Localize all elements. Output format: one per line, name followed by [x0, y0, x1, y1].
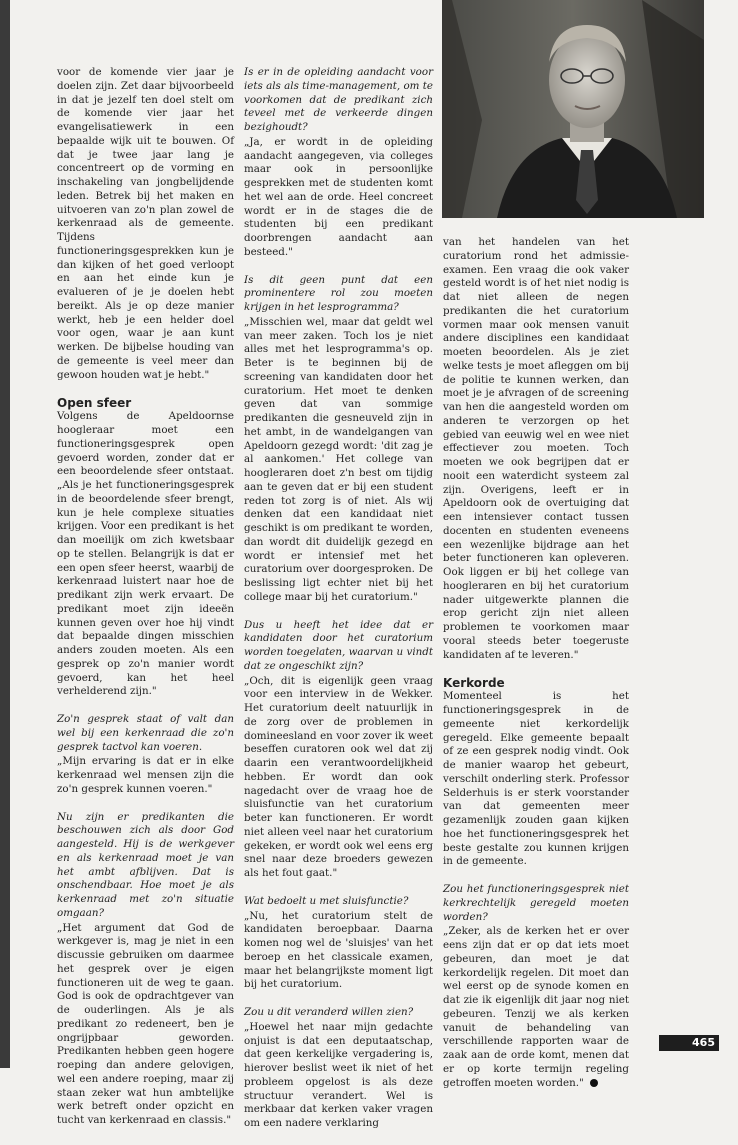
- body-text: „Och, dit is eigenlijk geen vraag voor een interview in de Wekker. Het curatorium deelt natuurlijk in de zorg over de problemen in domineesland en voor zover ik weet beseffen curatoren ook wel dat zij daarin een verantwoordelijkheid hebben. Er wordt dan ook nagedacht over de vraag hoe de sluisfunctie van het curatorium beter kan functioneren. Er wordt niet alleen veel naar het curatorium gekeken, er wordt ook wel eens erg snel naar deze broeders gewezen als het fout gaat.": [244, 674, 433, 879]
- body-text: Volgens de Apeldoornse hoogleraar moet een functioneringsgesprek open gevoerd worden, zonder dat er een beoordelende sfeer ontstaat. „Als je het functioneringsgesprek in de beoordelende sfeer brengt, kun je hele complexe situaties krijgen. Voor een predikant is het dan moeilijk om zich kwetsbaar op te stellen. Belangrijk is dat er een open sfeer heerst, waarbij de kerkenraad luistert naar hoe de predikant zijn werk ervaart. De predikant moet zijn ideeën kunnen geven over hoe hij vindt dat bepaalde dingen misschien anders zouden moeten. Als een gesprek op zo'n manier wordt gevoerd, kan het heel verhelderend zijn.": [57, 410, 234, 698]
- body-text: „Ja, er wordt in de opleiding aandacht aangegeven, via colleges maar ook in persoonlijke gesprekken met de studenten komt het wel aan de orde. Heel concreet wordt er in de stages die de studenten bij een predikant doorbrengen aandacht aan besteed.": [244, 135, 433, 258]
- portrait-photo: [442, 0, 704, 218]
- interview-question: Zo'n gesprek staat of valt dan wel bij een kerkenraad die zo'n gesprek tactvol kan voeren.: [57, 713, 234, 753]
- body-text: „Mijn ervaring is dat er in elke kerkenraad wel mensen zijn die zo'n gesprek kunnen voeren.": [57, 755, 234, 795]
- body-text: voor de komende vier jaar je doelen zijn. Zet daar bijvoorbeeld in dat je jezelf ten doel stelt om de komende vier jaar het evangelisatiewerk in een bepaalde wijk uit te bouwen. Of dat je twee jaar lang je concentreert op de vorming en inschakeling van jongbelijdende leden. Betrek bij het maken en uitvoeren van zo'n plan zowel de kerkenraad als de gemeente. Tijdens functioneringsgesprekken kun je dan kijken of het goed verloopt en aan het einde kun je evalueren of je je doelen hebt bereikt. Als je op deze manier werkt, heb je een helder doel voor ogen, waar je aan kunt werken. De bijbelse houding van de gemeente is veel meer dan gewoon houden wat je hebt.": [57, 66, 234, 381]
- interview-question: Zou het functioneringsgesprek niet kerkrechtelijk geregeld moeten worden?: [443, 883, 629, 923]
- article-block: [57, 713, 234, 797]
- interview-question: Nu zijn er predikanten die beschouwen zich als door God aangesteld. Hij is de werkgever en als kerkenraad moet je van het ambt afblijven. Dat is onschendbaar. Hoe moet je als kerkenraad met zo'n situatie omgaan?: [57, 810, 234, 919]
- body-text: „Zeker, als de kerken het er over eens zijn dat er op dat iets moet gebeuren, dan moet je dat kerkordelijk regelen. Dit moet dan wel eerst op de synode komen en dat zie ik eigenlijk dit jaar nog niet gebeuren. Tenzij we als kerken vanuit de behandeling van verschillende rapporten waar de zaak aan de orde komt, menen dat er op korte termijn regeling getroffen moeten worden.": [443, 925, 629, 1089]
- body-text: „Hoewel het naar mijn gedachte onjuist is dat een deputaatschap, dat geen kerkelijke vergadering is, hierover beslist weet ik niet of het probleem opgelost is als deze structuur verandert. Wel is merkbaar dat kerken vaker vragen om een nadere verklaring: [244, 1020, 433, 1129]
- body-text: „Het argument dat God de werkgever is, mag je niet in een discussie gebruiken om daarmee het gesprek over je eigen functioneren uit de weg te gaan. God is ook de opdrachtgever van de ouderlingen. Als je als predikant zo redeneert, ben je ongrijpbaar geworden. Predikanten hebben geen hogere roeping dan andere gelovigen, wel een andere roeping, maar zij staan zeker wat hun ambtelijke werk betreft onder opzicht en tucht van kerkenraad en classis.": [57, 921, 234, 1126]
- body-text: „Nu, het curatorium stelt de kandidaten beroepbaar. Daarna komen nog wel de 'sluisjes' van het beroep en het classicale examen, maar het belangrijkste moment ligt bij het curatorium.: [244, 909, 433, 991]
- article-block: [244, 1006, 433, 1131]
- text-column-1: [57, 66, 234, 1142]
- end-of-article-bullet-icon: [590, 1079, 598, 1087]
- body-text: Momenteel is het functioneringsgesprek in de gemeente niet kerkordelijk geregeld. Elke gemeente bepaalt of ze een gesprek nodig vindt. Ook de manier waarop het gebeurt, verschilt onderling sterk. Professor Selderhuis is er sterk voorstander van dat gemeenten meer gezamenlijk zouden gaan kijken hoe het functioneringsgesprek het beste gestalte zou kunnen krijgen in de gemeente.: [443, 690, 629, 868]
- article-block: [57, 66, 234, 382]
- portrait-illustration: [442, 0, 704, 218]
- article-block: [443, 676, 629, 869]
- article-block: [57, 811, 234, 1128]
- interview-question: Is dit geen punt dat een prominentere rol zou moeten krijgen in het lesprogramma?: [244, 273, 433, 313]
- article-block: [244, 66, 433, 260]
- text-column-3: [443, 236, 629, 1104]
- section-heading: Open sfeer: [57, 396, 132, 411]
- left-edge-bar: [0, 0, 10, 1068]
- page-number: 465: [659, 1035, 719, 1051]
- article-block: [443, 883, 629, 1090]
- interview-question: Wat bedoelt u met sluisfunctie?: [244, 894, 409, 907]
- body-text: van het handelen van het curatorium rond het admissie-examen. Een vraag die ook vaker gesteld wordt is of het niet nodig is dat niet alleen de negen predikanten die het curatorium vormen maar ook mensen vanuit andere disciplines een kandidaat moeten beoordelen. Als je ziet welke tests je moet afleggen om bij de politie te kunnen werken, dan moet je je afvragen of de screening van hen die aangesteld worden om anderen te verzorgen op het gebied van eeuwig wel en wee niet effectiever zou moeten. Toch moeten we ook begrijpen dat er nooit een waterdicht systeem zal zijn. Overigens, leeft er in Apeldoorn ook de overtuiging dat een intensiever contact tussen docenten en studenten eveneens een wezenlijke bijdrage aan het beter functioneren kan opleveren. Ook liggen er bij het college van hoogleraren en bij het curatorium nader uitgewerkte plannen die erop gericht zijn niet alleen problemen te voorkomen maar vooral steeds beter toegeruste kandidaten af te leveren.": [443, 236, 629, 661]
- interview-question: Zou u dit veranderd willen zien?: [244, 1006, 414, 1018]
- article-block: [244, 274, 433, 605]
- article-block: [57, 396, 234, 699]
- body-text: „Misschien wel, maar dat geldt wel van meer zaken. Toch los je niet alles met het lesprogramma's op. Beter is te beginnen bij de screening van kandidaten door het curatorium. Het moet te denken geven dat van sommige predikanten die gesneuveld zijn in het ambt, in de wandelgangen van Apeldoorn gezegd wordt: 'dit zag je al aankomen.' Het college van hoogleraren doet z'n best om tijdig aan te geven dat er bij een student reden tot zorg is of niet. Als wij denken dat een kandidaat niet geschikt is om predikant te worden, dan wordt dit duidelijk gezegd en wordt er intensief met het curatorium over doorgesproken. De beslissing ligt echter niet bij het college maar bij het curatorium.": [244, 315, 433, 603]
- interview-question: Dus u heeft het idee dat er kandidaten door het curatorium worden toegelaten, waarvan u vindt dat ze ongeschikt zijn?: [244, 618, 433, 672]
- text-column-2: [244, 66, 433, 1145]
- article-block: [443, 236, 629, 662]
- article-block: [244, 619, 433, 881]
- article-block: [244, 895, 433, 992]
- interview-question: Is er in de opleiding aandacht voor iets als als time-management, om te voorkomen dat de predikant zich teveel met de verkeerde dingen bezighoudt?: [244, 66, 433, 133]
- section-heading: Kerkorde: [443, 676, 505, 691]
